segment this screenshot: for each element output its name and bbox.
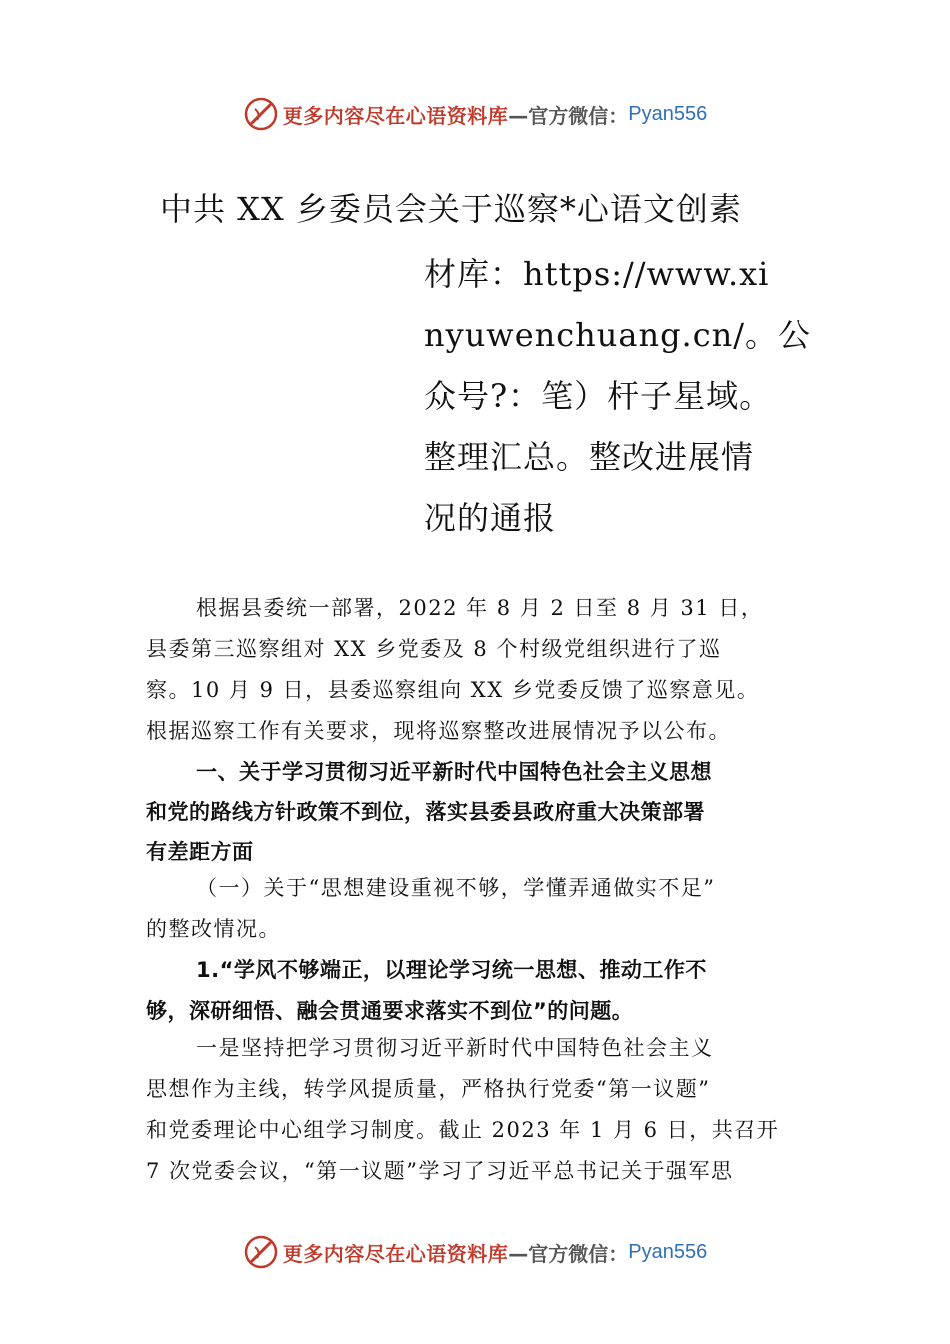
text-line: 察。10 月 9 日，县委巡察组向 XX 乡党委反馈了巡察意见。 xyxy=(146,678,760,702)
text-line: 根据巡察工作有关要求，现将巡察整改进展情况予以公布。 xyxy=(146,719,731,743)
subsection-heading xyxy=(146,868,826,950)
title-line-1: 中共 XX 乡委员会关于巡察*心语文创素 xyxy=(160,190,742,228)
paragraph-intro xyxy=(146,588,826,752)
text-line: 有差距方面 xyxy=(146,840,254,864)
text-line: 和党委理论中心组学习制度。截止 2023 年 1 月 6 日，共召开 xyxy=(146,1118,780,1142)
text-line: 县委第三巡察组对 XX 乡党委及 8 个村级党组织进行了巡 xyxy=(146,637,722,661)
text-line: 一是坚持把学习贯彻习近平新时代中国特色社会主义 xyxy=(196,1036,714,1060)
banner-dash-text: —官方微信： xyxy=(508,103,629,128)
text-line: （一）关于“思想建设重视不够，学懂弄通做实不足” xyxy=(196,876,716,900)
text-line: 思想作为主线，转学风提质量，严格执行党委“第一议题” xyxy=(146,1077,711,1101)
header-banner xyxy=(0,94,950,134)
banner-red-text: 更多内容尽在心语资料库 xyxy=(282,1241,509,1266)
issue-heading-1 xyxy=(146,950,826,1032)
text-line: 7 次党委会议，“第一议题”学习了习近平总书记关于强军思 xyxy=(146,1159,734,1183)
paragraph-measures xyxy=(146,1028,826,1192)
title-line: 整理汇总。整改进展情 xyxy=(424,438,755,476)
title-continuation xyxy=(424,244,812,549)
section-heading-1 xyxy=(146,752,826,872)
brand-logo-icon xyxy=(243,96,279,132)
text-line: 根据县委统一部署，2022 年 8 月 2 日至 8 月 31 日， xyxy=(196,596,764,620)
footer-banner xyxy=(0,1232,950,1272)
title-line: 材库：https://www.xi xyxy=(424,255,770,293)
title-line: 况的通报 xyxy=(424,499,557,537)
brand-logo-icon xyxy=(243,1234,279,1270)
text-line: 一、关于学习贯彻习近平新时代中国特色社会主义思想 xyxy=(196,760,712,784)
banner-account: Pyan556 xyxy=(628,1240,708,1263)
title-line: nyuwenchuang.cn/。公 xyxy=(424,316,812,354)
banner-account: Pyan556 xyxy=(628,102,708,125)
title-line: 众号?：笔）杆子星域。 xyxy=(424,377,773,415)
text-line: 1.“学风不够端正，以理论学习统一思想、推动工作不 xyxy=(196,958,707,982)
text-line: 的整改情况。 xyxy=(146,917,281,941)
banner-red-text: 更多内容尽在心语资料库 xyxy=(282,103,509,128)
text-line: 够，深研细悟、融会贯通要求落实不到位”的问题。 xyxy=(146,999,634,1023)
text-line: 和党的路线方针政策不到位，落实县委县政府重大决策部署 xyxy=(146,800,705,824)
banner-dash-text: —官方微信： xyxy=(508,1241,629,1266)
